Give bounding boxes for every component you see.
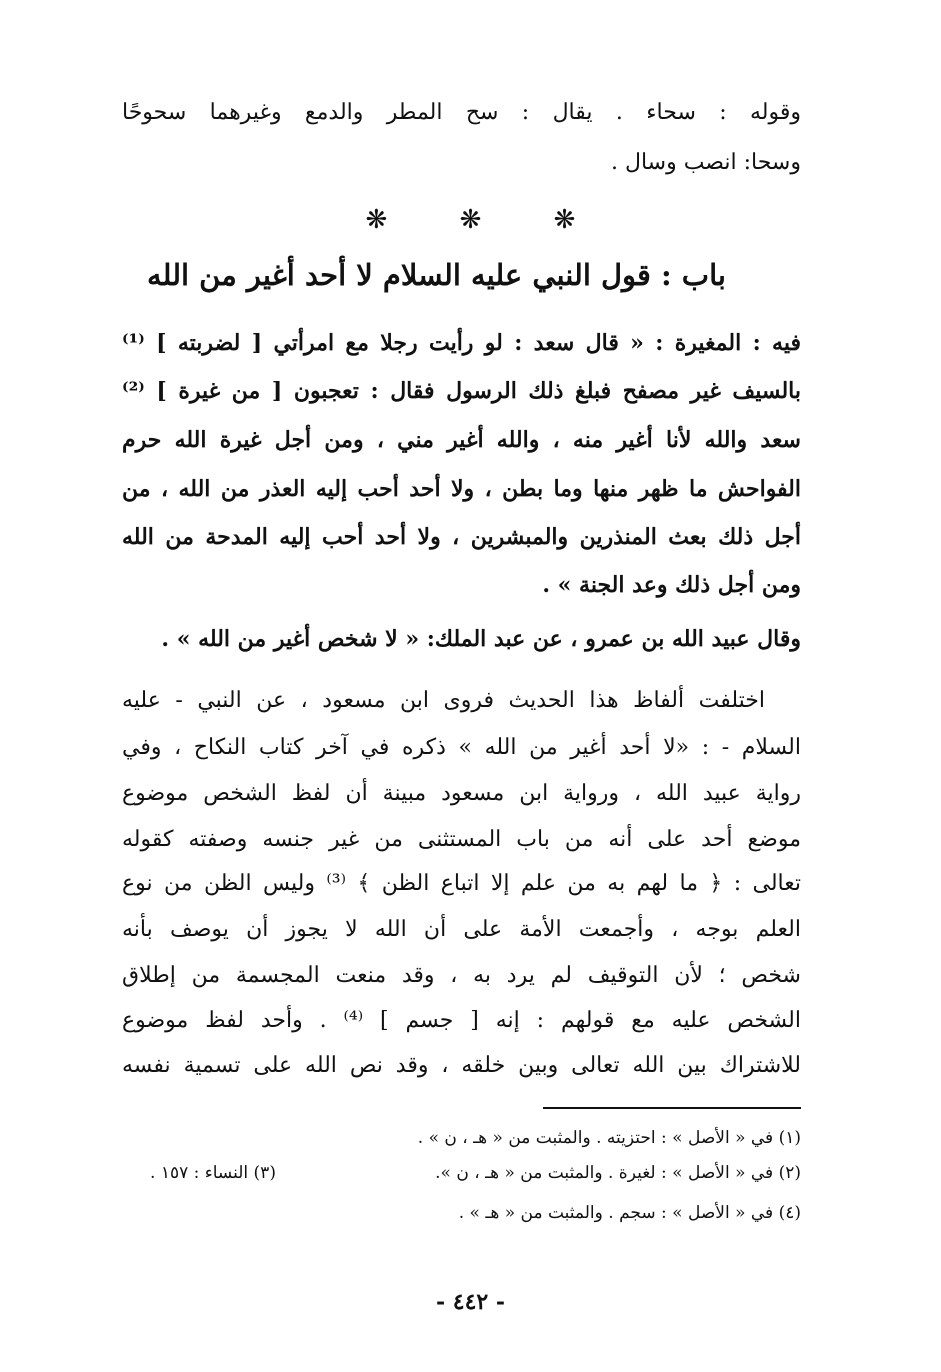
commentary-line-7: شخص ؛ لأن التوقيف لم يرد به ، وقد منعت المجسمة من إطلاق bbox=[122, 963, 801, 988]
separator-star-icon: ❋ bbox=[459, 205, 482, 235]
commentary-line-1: اختلفت ألفاظ هذا الحديث فروى ابن مسعود ، عن النبي - عليه bbox=[122, 688, 765, 713]
commentary-line-9: للاشتراك بين الله تعالى وبين خلقه ، وقد نص الله على تسمية نفسه bbox=[122, 1053, 801, 1078]
hadith-line-6: ومن أجل ذلك وعد الجنة » . bbox=[542, 572, 801, 598]
hadith-line-2: بالسيف غير مصفح فبلغ ذلك الرسول فقال : تعجبون [ من غيرة ] ⁽²⁾ bbox=[122, 378, 801, 404]
footnote-2: (٢) في « الأصل » : لغيرة . والمثبت من « هـ ، ن ». bbox=[435, 1163, 801, 1183]
footnote-divider bbox=[543, 1107, 801, 1109]
commentary-line-2: السلام - : «لا أحد أغير من الله » ذكره في آخر كتاب النكاح ، وفي bbox=[122, 735, 801, 760]
separator-star-icon: ❋ bbox=[553, 205, 576, 235]
commentary-line-5: تعالى : ﴿ ما لهم به من علم إلا اتباع الظن ﴾ ⁽³⁾ وليس الظن من نوع bbox=[122, 871, 801, 896]
page-number: - ٤٤٢ - bbox=[435, 1289, 506, 1315]
hadith-line-3: سعد والله لأنا أغير منه ، والله أغير مني ، ومن أجل غيرة الله حرم bbox=[122, 427, 801, 453]
commentary-line-6: العلم بوجه ، وأجمعت الأمة على أن الله لا يجوز أن يوصف بأنه bbox=[122, 917, 801, 942]
commentary-line-3: رواية عبيد الله ، ورواية ابن مسعود مبينة أن لفظ الشخص موضوع bbox=[122, 781, 801, 806]
commentary-line-4: موضع أحد على أنه من باب المستثنى من غير جنسه وصفته كقوله bbox=[122, 827, 801, 852]
chapter-heading: باب : قول النبي عليه السلام لا أحد أغير من الله bbox=[147, 258, 726, 292]
commentary-line-8: الشخص عليه مع قولهم : إنه [ جسم ] ⁽⁴⁾ . وأحد لفظ موضوع bbox=[122, 1008, 801, 1033]
section-separator bbox=[0, 205, 941, 235]
narration-line: وقال عبيد الله بن عمرو ، عن عبد الملك: « لا شخص أغير من الله » . bbox=[161, 626, 801, 652]
hadith-line-1: فيه : المغيرة : « قال سعد : لو رأيت رجلا مع امرأتي [ لضربته ] ⁽¹⁾ bbox=[122, 330, 801, 356]
hadith-line-4: الفواحش ما ظهر منها وما بطن ، ولا أحد أحب إليه العذر من الله ، من bbox=[122, 476, 801, 502]
intro-line-2: وسحا: انصب وسال . bbox=[610, 150, 801, 175]
footnote-3: (٣) النساء : ١٥٧ . bbox=[150, 1163, 276, 1183]
hadith-line-5: أجل ذلك بعث المنذرين والمبشرين ، ولا أحد أحب إليه المدحة من الله bbox=[122, 524, 801, 550]
footnote-1: (١) في « الأصل » : احتزيته . والمثبت من « هـ ، ن » . bbox=[417, 1128, 801, 1148]
footnote-4: (٤) في « الأصل » : سجم . والمثبت من « هـ » . bbox=[458, 1203, 801, 1223]
intro-line-1: وقوله : سحاء . يقال : سح المطر والدمع وغيرهما سحوحًا bbox=[122, 100, 801, 125]
separator-star-icon: ❋ bbox=[365, 205, 388, 235]
